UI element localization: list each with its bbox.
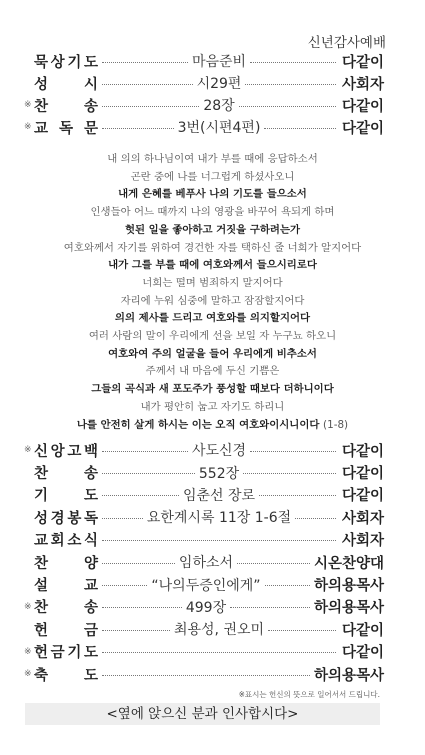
label-char: 독 <box>58 120 73 137</box>
order-leader: 사회자 <box>341 76 384 93</box>
label-char: 봉 <box>67 510 82 527</box>
label-char: 기 <box>67 54 82 71</box>
leader-dots <box>237 563 310 564</box>
order-content: 임하소서 <box>178 555 234 572</box>
order-content: 사도신경 <box>191 443 247 460</box>
reading-line-leader: 여러 사람의 말이 우리에게 선을 보일 자 누구뇨 하오니 <box>88 330 337 343</box>
order-row-psalm <box>24 72 384 94</box>
order-leader: 다같이 <box>341 443 385 460</box>
label-char: 상 <box>50 54 65 71</box>
leader-dots <box>102 451 188 452</box>
leader-dots <box>102 540 336 541</box>
label-char: 앙 <box>50 443 65 460</box>
reading-line-congregation: 의의 제사를 드리고 여호와를 의지할지어다 <box>114 312 311 325</box>
label-char: 회 <box>50 533 65 550</box>
order-row-church-news <box>24 529 384 551</box>
order-label <box>34 664 98 685</box>
reading-line-congregation: 여호와여 주의 얼굴을 들어 우리에게 비추소서 <box>108 347 317 360</box>
label-char: 교 <box>34 533 49 550</box>
order-content: 3번(시편4편) <box>177 120 261 136</box>
label-char: 묵 <box>34 54 49 71</box>
leader-dots <box>102 518 143 519</box>
label-char: 도 <box>83 667 98 684</box>
standing-mark: ※ <box>24 445 32 456</box>
order-row-offering <box>24 618 384 640</box>
label-char: 교 <box>83 578 98 595</box>
leader-dots <box>102 106 199 107</box>
leader-dots <box>250 451 336 452</box>
order-leader: 다같이 <box>341 54 385 71</box>
label-char: 기 <box>67 645 82 662</box>
reading-line-leader: 주께서 내 마음에 두신 기쁨은 <box>145 365 280 378</box>
label-char: 소 <box>67 533 82 550</box>
order-leader: 다같이 <box>341 645 384 662</box>
leader-dots <box>295 518 336 519</box>
order-content: 최용성, 권오미 <box>173 622 265 639</box>
reading-line-leader: 인생들아 어느 때까지 나의 영광을 바꾸어 욕되게 하며 <box>90 206 335 219</box>
leader-dots <box>102 495 179 496</box>
label-char: 금 <box>83 622 98 639</box>
label-char: 문 <box>83 120 98 137</box>
label-char: 도 <box>83 645 98 662</box>
label-char: 양 <box>83 555 98 572</box>
order-label <box>34 507 98 528</box>
label-char: 식 <box>83 533 98 550</box>
reading-line-congregation <box>0 417 425 435</box>
label-char: 교 <box>34 120 49 137</box>
reading-line-leader: 곤란 중에 나를 너그럽게 하셨사오니 <box>130 170 295 183</box>
leader-dots <box>102 62 188 63</box>
order-content: “나의두증인에게” <box>151 577 261 594</box>
order-label <box>34 641 98 662</box>
label-char: 신 <box>34 443 49 460</box>
label-char: 송 <box>83 98 98 115</box>
label-char: 시 <box>83 76 98 93</box>
leader-dots <box>250 62 336 63</box>
order-label <box>34 462 98 483</box>
order-content: 552장 <box>198 465 240 482</box>
leader-dots <box>259 495 336 496</box>
order-content: 시29편 <box>196 76 242 92</box>
order-leader: 다같이 <box>341 120 384 137</box>
order-content: 마음준비 <box>191 54 247 70</box>
order-content: 요한계시록 11장 1-6절 <box>146 510 292 527</box>
order-label <box>34 596 98 617</box>
leader-dots <box>102 84 193 85</box>
order-content: 499장 <box>185 599 227 616</box>
label-char: 송 <box>83 466 98 483</box>
order-of-worship-bottom <box>24 439 384 685</box>
reading-line-leader: 여호와께서 자기를 위하여 경건한 자를 택하신 줄 너희가 알지어다 <box>63 241 362 254</box>
leader-dots <box>102 675 310 676</box>
label-char: 도 <box>83 54 98 71</box>
order-row-anthem <box>24 551 384 573</box>
order-label <box>34 51 98 72</box>
leader-dots <box>102 128 174 129</box>
order-label <box>34 552 98 573</box>
label-char: 기 <box>34 488 49 505</box>
reading-line-congregation: 내게 은혜를 베푸사 나의 기도를 들으소서 <box>118 188 307 201</box>
standing-mark: ※ <box>24 601 32 612</box>
order-leader: 하의용목사 <box>313 667 384 684</box>
label-char: 독 <box>83 510 98 527</box>
label-char: 송 <box>83 600 98 617</box>
leader-dots <box>102 585 147 586</box>
order-leader: 사회자 <box>341 510 384 527</box>
leader-dots <box>264 128 336 129</box>
label-char: 성 <box>34 76 49 93</box>
label-char: 백 <box>83 443 98 460</box>
order-label <box>34 484 98 505</box>
order-label <box>34 529 98 550</box>
label-char: 금 <box>50 645 65 662</box>
label-char: 헌 <box>34 622 49 639</box>
label-char: 도 <box>83 488 98 505</box>
reading-line-leader: 내가 평안히 눕고 자기도 하리니 <box>140 400 285 413</box>
standing-mark: ※ <box>24 646 32 657</box>
order-content: 임춘선 장로 <box>182 487 256 504</box>
standing-mark: ※ <box>24 100 32 110</box>
order-content: 28장 <box>203 98 235 114</box>
reading-line-text: 나를 안전히 살게 하시는 이는 오직 여호와이시니이다 <box>76 418 320 431</box>
order-label <box>34 95 98 116</box>
standing-mark: ※ <box>24 669 32 680</box>
greeting-banner: <옆에 앉으신 분과 인사합시다> <box>25 703 380 725</box>
order-leader: 하의용목사 <box>313 578 385 595</box>
standing-mark: ※ <box>24 122 32 132</box>
order-row-hymn <box>24 461 384 483</box>
label-char: 경 <box>50 510 65 527</box>
order-leader: 다같이 <box>341 98 384 115</box>
service-title: 신년감사예배 <box>307 35 386 51</box>
label-char: 설 <box>34 578 49 595</box>
order-label <box>34 117 98 138</box>
order-leader: 시온찬양대 <box>313 555 384 572</box>
label-char: 성 <box>34 510 49 527</box>
order-row-offering-prayer <box>24 641 384 663</box>
reading-line-leader: 너희는 떨며 범죄하지 말지어다 <box>142 276 283 289</box>
leader-dots <box>268 630 336 631</box>
order-of-worship-top <box>24 50 384 138</box>
reading-line-congregation: 내가 그를 부를 때에 여호와께서 들으시리로다 <box>108 259 317 272</box>
order-row-prayer <box>24 484 384 506</box>
order-leader: 다같이 <box>341 488 385 505</box>
label-char: 헌 <box>34 645 49 662</box>
leader-dots <box>265 585 310 586</box>
leader-dots <box>102 630 170 631</box>
verse-reference: (1-8) <box>323 418 349 431</box>
label-char: 찬 <box>34 555 49 572</box>
reading-line-congregation: 그들의 곡식과 새 포도주가 풍성할 때보다 더하니이다 <box>91 383 334 396</box>
order-row-benediction <box>24 663 384 685</box>
order-row-creed <box>24 439 384 461</box>
reading-line-congregation: 헛된 일을 좋아하고 거짓을 구하려는가 <box>124 223 301 236</box>
order-leader: 다같이 <box>341 622 385 639</box>
label-char: 찬 <box>34 98 49 115</box>
standing-note: ※표시는 헌신의 뜻으로 일어서서 드립니다. <box>238 690 380 699</box>
reading-line-leader: 자리에 누워 심중에 말하고 잠잠할지어다 <box>120 294 305 307</box>
leader-dots <box>239 106 336 107</box>
order-row-responsive-reading <box>24 116 384 138</box>
order-row-hymn <box>24 94 384 116</box>
label-char: 축 <box>34 667 49 684</box>
leader-dots <box>245 84 336 85</box>
order-label <box>34 619 98 640</box>
leader-dots <box>102 652 336 653</box>
order-leader: 사회자 <box>341 533 384 550</box>
order-leader: 다같이 <box>341 466 384 483</box>
order-row-sermon <box>24 573 384 595</box>
responsive-reading-text <box>0 151 425 434</box>
order-label <box>34 73 98 94</box>
order-label <box>34 440 98 461</box>
order-row-scripture-reading <box>24 506 384 528</box>
order-label <box>34 574 98 595</box>
reading-line-leader: 내 의의 하나님이여 내가 부를 때에 응답하소서 <box>107 153 318 165</box>
order-row-hymn <box>24 596 384 618</box>
leader-dots <box>102 607 182 608</box>
leader-dots <box>102 563 175 564</box>
leader-dots <box>102 473 195 474</box>
order-row-silent-prayer <box>24 50 384 72</box>
leader-dots <box>243 473 336 474</box>
leader-dots <box>230 607 310 608</box>
label-char: 찬 <box>34 600 49 617</box>
order-leader: 하의용목사 <box>313 600 385 617</box>
label-char: 찬 <box>34 466 49 483</box>
label-char: 고 <box>67 443 82 460</box>
